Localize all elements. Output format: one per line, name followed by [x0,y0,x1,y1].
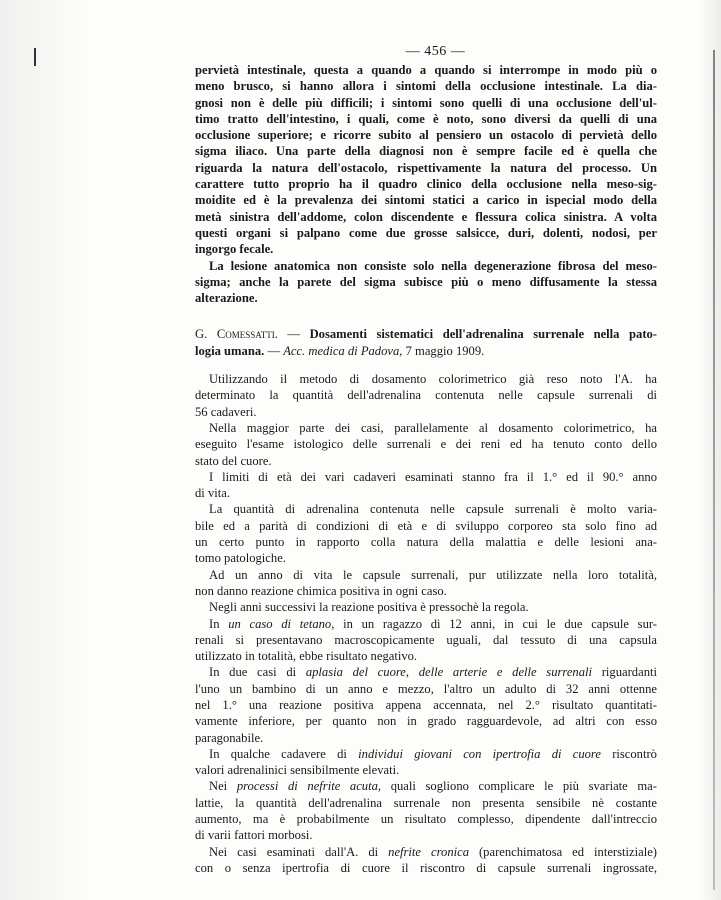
article-title: Dosamenti sistematici dell'adrenalina surrenale nella pato- [309,327,658,342]
text-line: La quantità di adrenalina contenuta nelle capsule surrenali è molto varia- [209,502,657,517]
text-line: metà sinistra dell'addome, colon discendente e flessura colica sinistra. A volta [195,209,657,224]
text-line: occlusione superiore; e ricorre subito al pensiero un ostacolo di pervietà dello [195,128,657,143]
paragraph-quantita [195,501,657,566]
text-line: questi organi si palpano come due grosse salsicce, duri, dolenti, nodosi, per [195,225,657,240]
italic-run: un caso di tetano, [228,616,335,631]
text-line: valori adrenalinici sensibilmente elevati. [195,763,400,778]
paragraph-limiti [195,469,657,502]
source-date: 7 maggio 1909. [405,343,485,358]
text-line: paragonabile. [195,730,264,745]
scan-shadow-left [0,0,90,900]
text-run: quali sogliono complicare le più svariate ma- [390,779,657,794]
text-run: In due casi di [209,665,297,680]
paragraph-anni-successivi [195,599,657,615]
italic-run: individui giovani con ipertrofia di cuore [358,746,601,761]
text-line: l'uno un bambino di un anno e mezzo, l'altro un adulto di 32 anni ottenne [195,681,657,696]
abstract-header [195,326,657,359]
paragraph-tetano [195,616,657,665]
paragraph-occlusione [195,62,657,258]
italic-run: processi di nefrite acuta, [236,779,382,794]
page-body [195,62,657,876]
text-line: un certo punto in rapporto colla natura della malattia e delle lesioni ana- [195,535,657,550]
text-line: vamente inferiore, per quanto non in grado ragguardevole, ad altri con esso [195,714,657,729]
text-line: alterazione. [195,291,258,306]
paragraph-esame [195,420,657,469]
paragraph-anno [195,567,657,600]
text-line: Negli anni successivi la reazione positiva è pressochè la regola. [209,600,529,615]
author-initial: G. [195,327,208,342]
text-line: bile ed a parità di condizioni di età e di sviluppo corporeo sta solo fino ad [195,518,657,533]
text-line: meno brusco, si hanno allora i sintomi della occlusione intestinale. La dia- [195,79,657,94]
text-line: riguarda la natura dell'ostacolo, rispettivamente la natura del processo. Un [195,160,657,175]
text-line: La lesione anatomica non consiste solo nella degenerazione fibrosa del meso- [209,258,657,273]
text-line: sigma iliaco. Una parte della diagnosi non è sempre facile ed è quella che [195,144,657,159]
paragraph-nefrite-acuta [195,778,657,843]
paragraph-aplasia [195,664,657,745]
text-line: utilizzato in totalità, ebbe risultato negativo. [195,649,418,664]
text-line: renali si presentavano macroscopicamente uguali, dal tessuto di una capsula [195,632,657,647]
page-number: — 456 — [405,44,466,59]
text-run: In [209,616,220,631]
header-dash-2: — [267,343,281,358]
text-line: di varii fattori morbosi. [195,828,313,843]
text-line: Nella maggior parte dei casi, parallelamente al dosamento colorimetrico, ha [209,420,657,435]
text-line: gnosi non è delle più difficili; i sintomi sono quelli di una occlusione dell'ul- [195,95,657,110]
text-run: In qualche cadavere di [209,746,347,761]
text-line: ingorgo fecale. [195,242,274,257]
text-line: lattie, la quantità dell'adrenalina surrenale non presenta sensibile nè costante [195,795,657,810]
paragraph-nefrite-cronica [195,844,657,877]
text-run: in un ragazzo di 12 anni, in cui le due capsule sur- [343,616,658,631]
text-line: sigma; anche la parete del sigma subisce più o meno diffusamente la stessa [195,274,657,289]
text-line: I limiti di età dei vari cadaveri esaminati stanno fra il 1.° ed il 90.° anno [209,469,657,484]
text-line: Ad un anno di vita le capsule surrenali, pur utilizzate nella loro totalità, [209,567,657,582]
page-edge-line [713,50,715,890]
text-run: riguardanti [601,665,657,680]
paragraph-giovani [195,746,657,779]
paragraph-metodo [195,371,657,420]
text-run: riscontrò [612,746,657,761]
source-journal: Acc. medica di Padova, [283,343,403,358]
text-line: nel 1.° una reazione positiva appena accennata, nel 2.° risultato quantitati- [195,697,657,712]
text-line: tomo patologiche. [195,551,286,566]
text-run: (parenchimatosa ed interstiziale) [478,844,657,859]
text-line: di vita. [195,486,230,501]
article-title-cont: logia umana. [195,343,265,358]
text-line: non danno reazione chimica positiva in ogni caso. [195,583,447,598]
text-run: Nei casi esaminati dall'A. di [209,844,379,859]
text-line: pervietà intestinale, questa a quando a quando si interrompe in modo più o [195,63,657,77]
paragraph-lesione [195,258,657,307]
text-line: moidite ed è la prevalenza dei sintomi statici a carico in ispecial modo della [195,193,657,208]
text-line: Utilizzando il metodo di dosamento colorimetrico già reso noto l'A. ha [209,372,657,387]
text-line: 56 cadaveri. [195,404,257,419]
text-line: determinato la quantità dell'adrenalina contenuta nelle capsule surrenali di [195,388,657,403]
text-line: carattere tutto proprio ha il quadro clinico della occlusione nella meso-sig- [195,177,657,192]
text-line: con o senza ipertrofia di cuore il riscontro di capsule surrenali ingrossate, [195,860,657,875]
text-line: stato del cuore. [195,453,272,468]
italic-run: nefrite cronica [388,844,469,859]
author-name: Comessatti [216,327,275,342]
header-dash: . — [274,327,301,342]
text-line: timo tratto dell'intestino, i quali, come è noto, sono diversi da quelli di una [195,111,657,126]
italic-run: aplasia del cuore, delle arterie e delle surrenali [305,665,593,680]
scan-shadow-right [699,0,721,900]
text-line: aumento, ma è probabilmente un risultato complesso, dipendente dall'intreccio [195,812,657,827]
text-run: Nei [209,779,228,794]
text-line: eseguito l'esame istologico delle surrenali e dei reni ed ha tenuto conto dello [195,437,657,452]
